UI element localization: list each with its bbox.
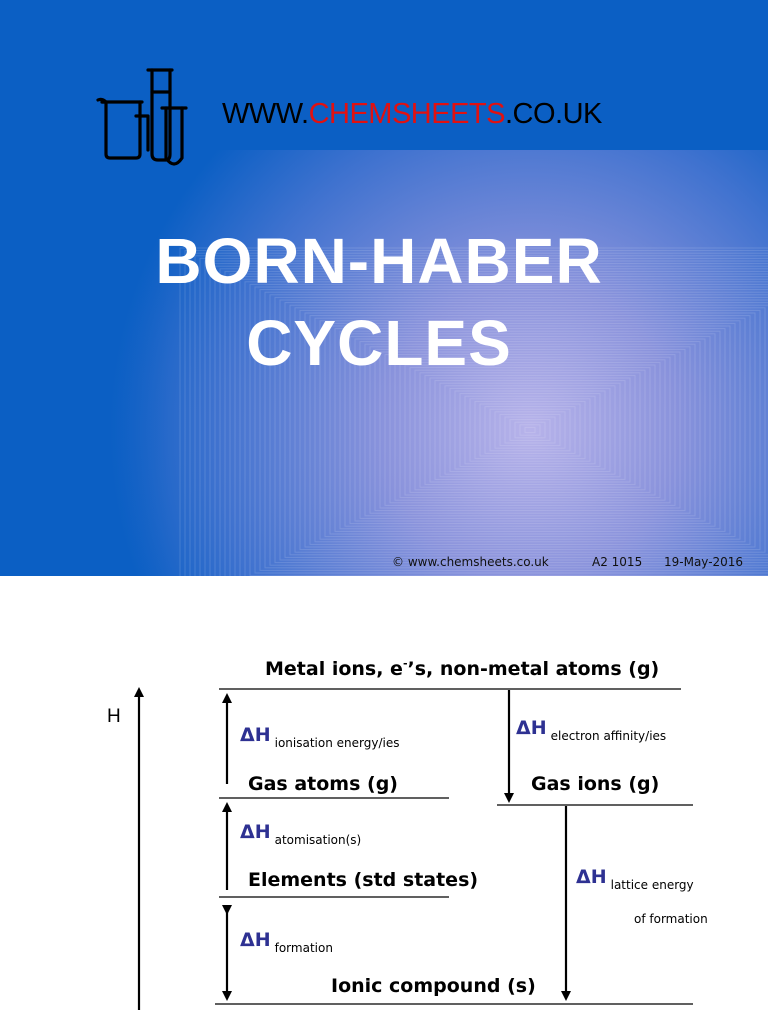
delta-h-symbol: ΔH: [576, 866, 607, 888]
dh-lattice-line2: [634, 908, 708, 927]
footer-date: 19-May-2016: [664, 555, 744, 569]
level-top-text-a: Metal ions, e: [265, 658, 403, 680]
footer-copyright: © www.chemsheets.co.uk: [392, 555, 549, 569]
level-label-top: [265, 658, 659, 680]
dh-ionisation-sub: ionisation energy/ies: [274, 736, 400, 750]
url-prefix: WWW.: [222, 98, 309, 130]
level-label-elements: Elements (std states): [248, 869, 479, 891]
dh-ionisation: [240, 724, 400, 750]
dh-atomisation: [240, 821, 362, 847]
lab-glassware-icon: [96, 62, 196, 172]
delta-h-symbol: ΔH: [240, 821, 271, 843]
dh-formation-sub: formation: [274, 941, 333, 955]
level-top-sup: -: [402, 657, 408, 670]
footer-code: A2 1015: [592, 555, 643, 569]
enthalpy-axis-label: H: [107, 706, 121, 727]
dh-lattice: [576, 866, 694, 892]
delta-h-symbol: ΔH: [240, 724, 271, 746]
born-haber-diagram: [0, 576, 768, 1024]
title-line-2: CYCLES: [246, 307, 512, 379]
dh-lattice-sub-2: of formation: [634, 912, 708, 926]
dh-electron-affinity: [516, 717, 667, 743]
level-label-gas-atoms: Gas atoms (g): [248, 773, 398, 795]
title-line-1: BORN-HABER: [155, 225, 603, 297]
dh-electron-affinity-sub: electron affinity/ies: [550, 729, 667, 743]
dh-formation: [240, 929, 333, 955]
diagram-lines: [0, 576, 768, 1024]
url-brand: CHEMSHEETS: [308, 98, 505, 130]
level-top-text-b: ’s, non-metal atoms (g): [407, 658, 660, 680]
level-label-gas-ions: Gas ions (g): [531, 773, 660, 795]
url-suffix: .CO.UK: [505, 98, 602, 130]
delta-h-symbol: ΔH: [240, 929, 271, 951]
dh-lattice-sub: lattice energy: [610, 878, 694, 892]
level-label-ionic-compound: Ionic compound (s): [331, 975, 536, 997]
dh-atomisation-sub: atomisation(s): [274, 833, 362, 847]
website-url: [222, 98, 602, 138]
delta-h-symbol: ΔH: [516, 717, 547, 739]
